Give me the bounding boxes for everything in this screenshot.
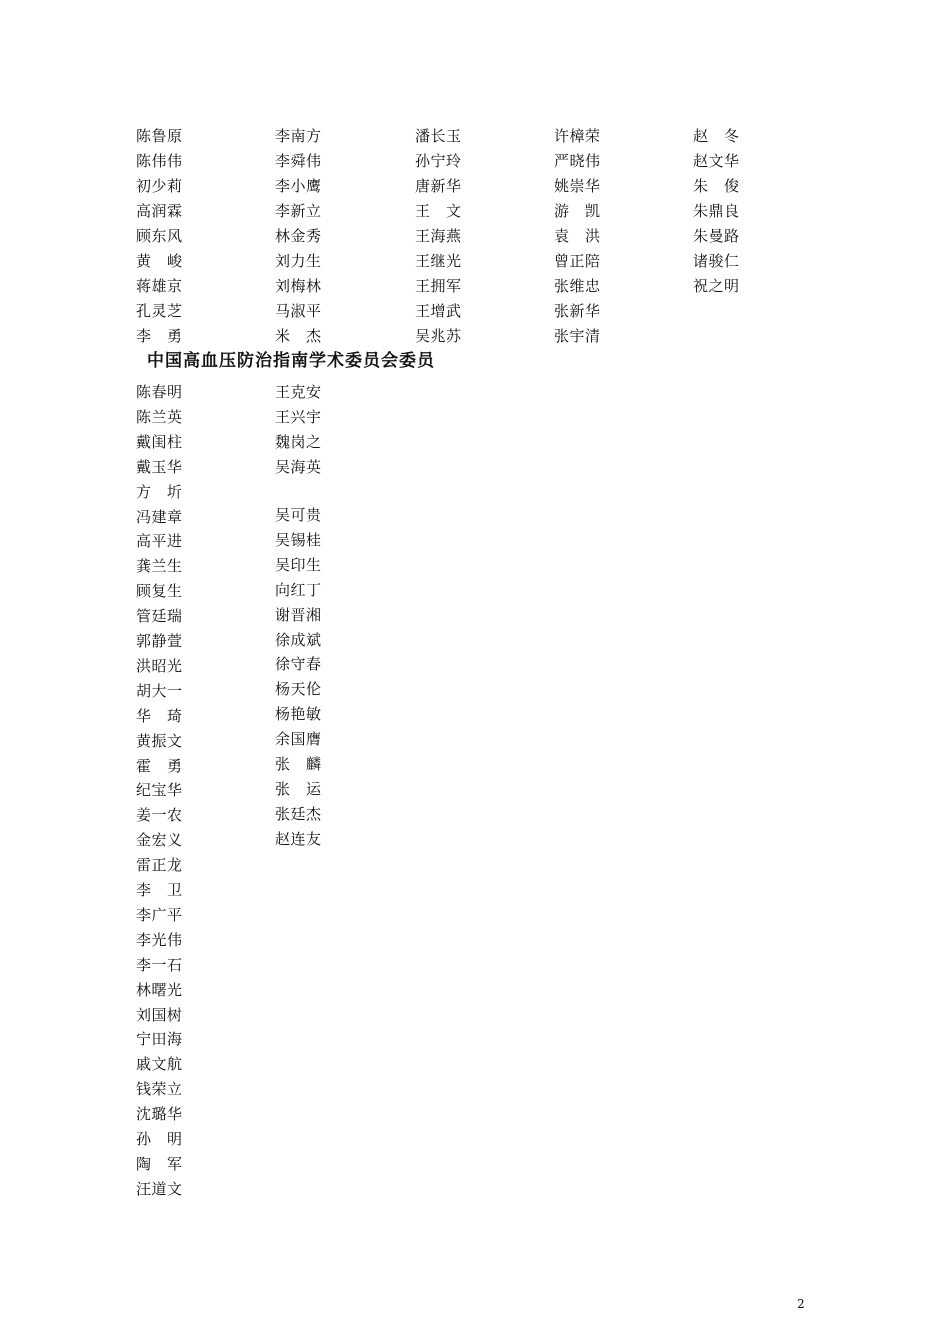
member-name: 孙宁玲 [415,152,462,170]
member-name: 初少莉 [136,177,183,195]
member-name: 方 圻 [136,482,183,501]
member-name: 刘国树 [136,1005,183,1024]
page-number: 2 [797,1297,805,1311]
member-name: 陶 军 [136,1154,183,1173]
member-name: 张廷杰 [275,804,322,823]
member-name: 张宇清 [554,327,601,345]
member-name: 朱鼎良 [693,202,740,220]
member-name: 李舜伟 [275,152,322,170]
member-name: 王海燕 [415,227,462,245]
member-name: 张维忠 [554,277,601,295]
member-name: 姚崇华 [554,177,601,195]
member-name: 林金秀 [275,227,322,245]
member-name: 雷正龙 [136,856,183,875]
member-name: 徐守春 [275,655,322,674]
member-name: 汪道文 [136,1179,183,1198]
member-name: 郭静萱 [136,632,183,650]
member-name: 张 麟 [275,755,322,773]
member-name: 刘力生 [275,252,322,270]
member-name: 李新立 [275,202,322,220]
member-name: 吴印生 [275,555,322,574]
member-name: 李光伟 [136,930,183,949]
member-name: 王 文 [415,202,462,220]
member-name: 李南方 [275,127,322,145]
member-name: 李广平 [136,905,183,924]
member-name: 杨艳敏 [275,705,322,724]
member-name: 唐新华 [415,177,462,195]
member-name: 孙 明 [136,1130,183,1148]
member-name: 杨天伦 [275,680,322,699]
member-name: 宁田海 [136,1030,183,1049]
member-name: 黄振文 [136,731,183,750]
member-name: 龚兰生 [136,557,183,576]
member-name: 吴锡桂 [275,530,322,549]
member-name: 陈兰英 [136,407,183,426]
member-name: 李 卫 [136,881,183,899]
member-name: 金宏义 [136,831,183,850]
member-name: 纪宝华 [136,781,183,800]
member-name: 戴玉华 [136,457,183,476]
member-name: 高平进 [136,532,183,551]
member-name: 孔灵芝 [136,302,183,320]
member-name: 姜一农 [136,806,183,825]
member-name: 黄 峻 [136,252,183,270]
member-name: 向红丁 [275,580,322,599]
member-name: 王拥军 [415,277,462,295]
member-name: 朱曼路 [693,227,740,245]
member-name: 李 勇 [136,327,183,345]
member-name: 李小鹰 [275,177,322,195]
member-name: 高润霖 [136,202,183,220]
member-name: 谢晋湘 [275,605,322,624]
member-name: 陈伟伟 [136,152,183,170]
member-name: 蒋雄京 [136,277,183,295]
member-name: 余国膺 [275,730,322,749]
member-name: 赵 冬 [693,127,740,145]
member-name: 沈璐华 [136,1105,183,1124]
member-name: 霍 勇 [136,756,183,775]
member-name: 米 杰 [275,327,322,345]
member-name: 吴可贵 [275,506,322,524]
member-name: 戴闺柱 [136,432,183,451]
member-name: 李一石 [136,955,183,974]
member-name: 曾正陪 [554,252,601,270]
member-name: 诸骏仁 [693,252,740,270]
member-name: 胡大一 [136,681,183,700]
member-name: 王继光 [415,252,462,270]
member-name: 华 琦 [136,706,183,725]
section-heading: 中国高血压防治指南学术委员会委员 [147,351,435,371]
member-name: 冯建章 [136,507,183,526]
member-name: 赵文华 [693,152,740,170]
member-name: 陈春明 [136,383,183,401]
member-name: 王克安 [275,383,322,401]
member-name: 马淑平 [275,302,322,320]
member-name: 王兴宇 [275,407,322,426]
member-name: 游 凯 [554,202,601,220]
member-name: 许樟荣 [554,127,601,145]
member-name: 顾东风 [136,227,183,245]
member-name: 管廷瑞 [136,607,183,626]
member-name: 赵连友 [275,829,322,848]
member-name: 钱荣立 [136,1080,183,1099]
member-name: 洪昭光 [136,656,183,675]
member-name: 顾复生 [136,582,183,601]
member-name: 袁 洪 [554,227,601,245]
member-name: 张 运 [275,779,322,798]
member-name: 林曙光 [136,980,183,999]
member-name: 徐成斌 [275,630,322,649]
member-name: 吴海英 [275,457,322,476]
member-name: 戚文航 [136,1055,183,1074]
member-name: 陈鲁原 [136,127,183,145]
member-name: 吴兆苏 [415,327,462,345]
member-name: 张新华 [554,302,601,320]
member-name: 潘长玉 [415,127,462,145]
member-name: 祝之明 [693,277,740,295]
member-name: 刘梅林 [275,277,322,295]
member-name: 王增武 [415,302,462,320]
member-name: 朱 俊 [693,177,740,195]
member-name: 严晓伟 [554,152,601,170]
member-name: 魏岗之 [275,432,322,451]
